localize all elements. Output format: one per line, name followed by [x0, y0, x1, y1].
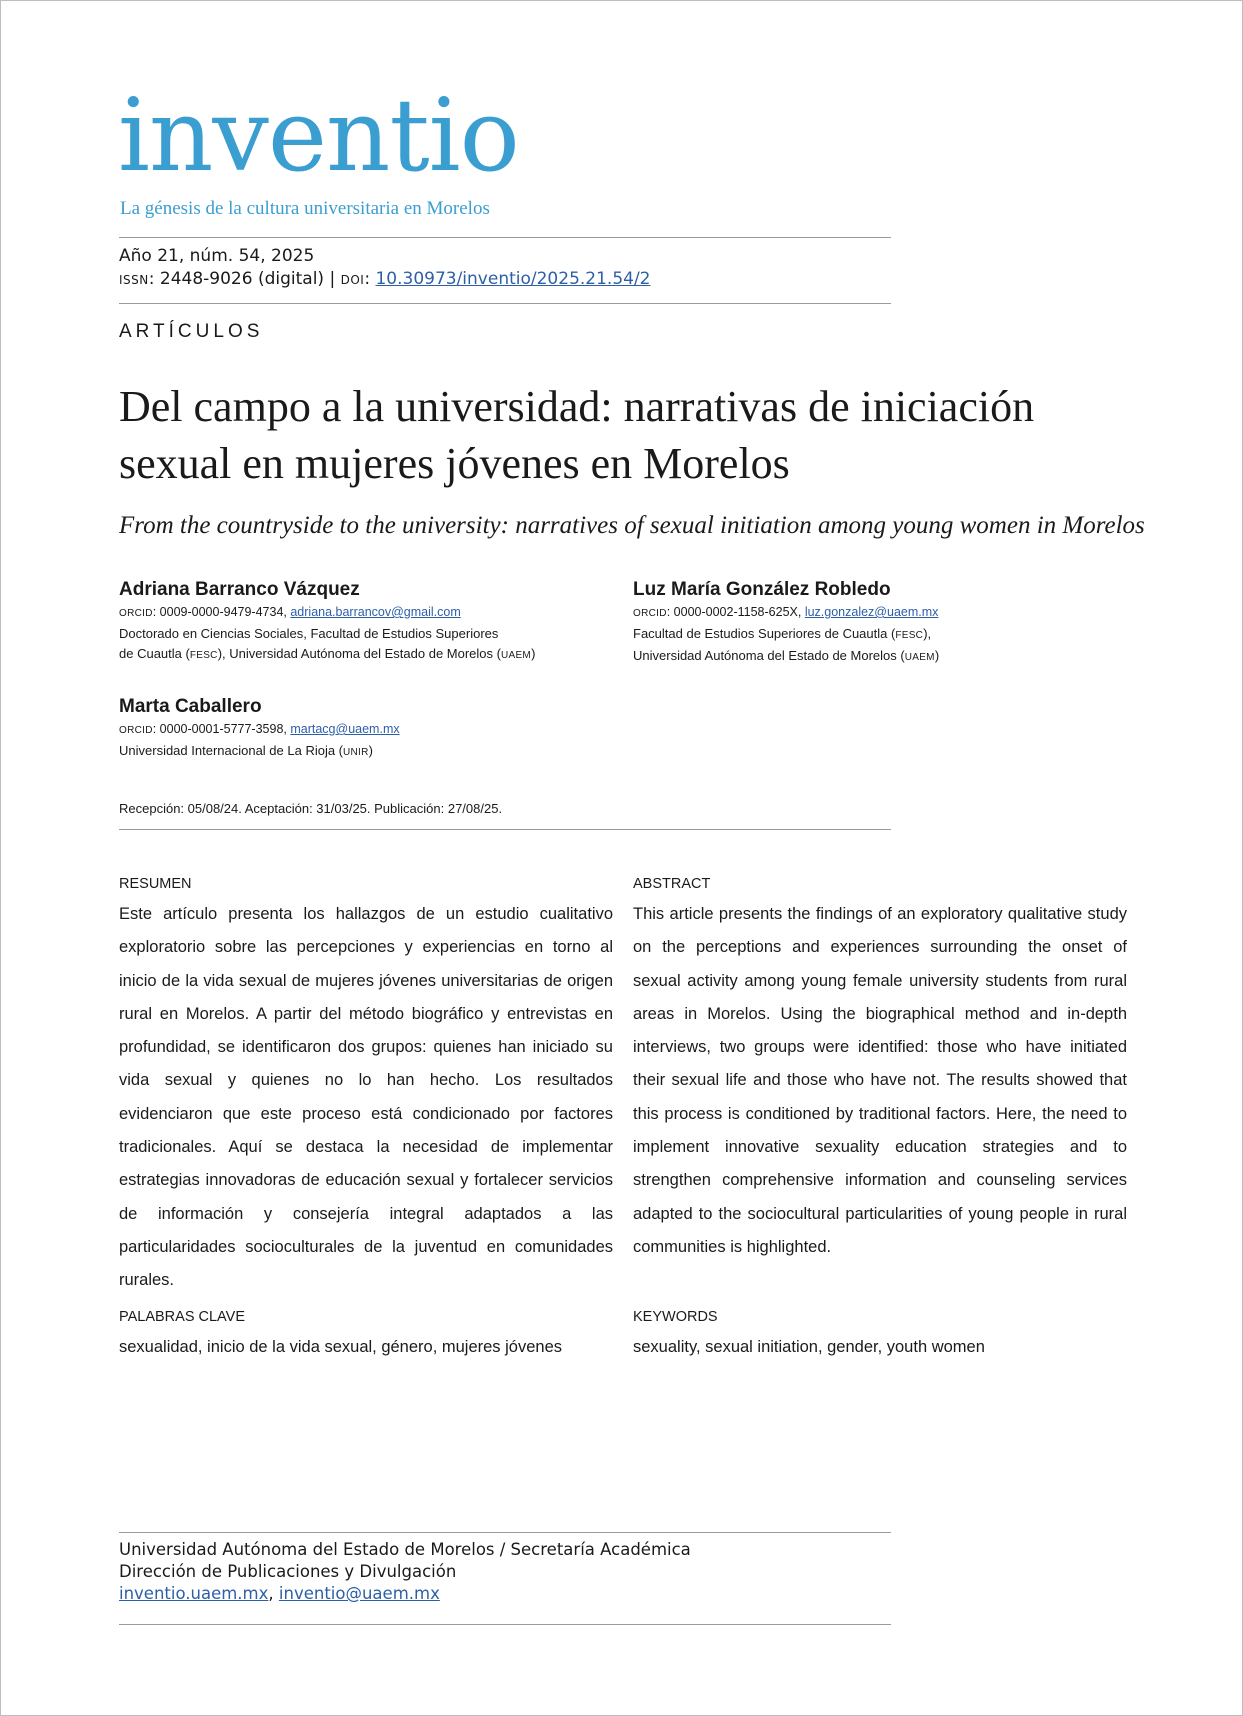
footer-divider-top	[119, 1532, 891, 1533]
journal-tagline: La génesis de la cultura universitaria en Morelos	[120, 198, 490, 219]
doi-label: DOI	[340, 273, 365, 287]
abstract-heading: ABSTRACT	[633, 876, 711, 892]
author-orcid: ORCID: 0000-0002-1158-625X, luz.gonzalez@uaem.mx	[633, 605, 939, 619]
author-affiliation-line-2: de Cuautla (FESC), Universidad Autónoma del Estado de Morelos (UAEM)	[119, 646, 536, 661]
author-email-link[interactable]: adriana.barrancov@gmail.com	[290, 605, 461, 619]
author-name: Adriana Barranco Vázquez	[119, 579, 360, 600]
publication-dates: Recepción: 05/08/24. Aceptación: 31/03/25. Publicación: 27/08/25.	[119, 801, 503, 816]
abstract-body: This article presents the findings of an exploratory qualitative study on the perceptions and experiences surrounding the onset of sexual activity among young female university students from rural areas in Morelos. Using the biographical method and in-depth interviews, two groups were identified: those who have initiated their sexual life and those who have not. The results showed that this process is conditioned by traditional factors. Here, the need to implement innovative sexuality education strategies and to strengthen comprehensive information and counseling services adapted to the sociocultural particularities of young people in rural communities is highlighted.	[633, 905, 1127, 1256]
article-subtitle: From the countryside to the university: narratives of sexual initiation among young women in Morelos	[119, 512, 1145, 539]
author-email-link[interactable]: luz.gonzalez@uaem.mx	[804, 605, 939, 619]
keywords-section	[633, 1307, 1127, 1359]
palabras-clave-section	[119, 1307, 613, 1359]
palabras-clave-heading: PALABRAS CLAVE	[119, 1309, 245, 1325]
article-title	[119, 378, 1079, 492]
author-orcid: ORCID: 0009-0000-9479-4734, adriana.barrancov@gmail.com	[119, 605, 461, 619]
author-block-2	[633, 578, 1133, 668]
issn-label: ISSN	[119, 273, 149, 287]
author-email-link[interactable]: martacg@uaem.mx	[290, 722, 400, 736]
author-affiliation-line-1: Facultad de Estudios Superiores de Cuautla (FESC),	[633, 626, 932, 641]
footer-line-2: Dirección de Publicaciones y Divulgación	[119, 1562, 457, 1581]
issn-value: : 2448-9026 (digital) |	[148, 269, 341, 289]
header-divider-bottom	[119, 303, 891, 304]
article-title-line-2: sexual en mujeres jóvenes en Morelos	[119, 439, 790, 488]
keywords-body: sexuality, sexual initiation, gender, youth women	[633, 1338, 985, 1356]
footer-line-1: Universidad Autónoma del Estado de Morelos / Secretaría Académica	[119, 1540, 691, 1559]
author-affiliation-line-1: Doctorado en Ciencias Sociales, Facultad de Estudios Superiores	[119, 626, 499, 641]
article-title-line-1: Del campo a la universidad: narrativas de iniciación	[119, 382, 1035, 431]
author-name: Luz María González Robledo	[633, 579, 891, 600]
author-affiliation-line-1: Universidad Internacional de La Rioja (UNIR)	[119, 743, 374, 758]
journal-logo: inventio	[118, 77, 519, 194]
author-block-1	[119, 578, 619, 666]
author-affiliation-line-2: Universidad Autónoma del Estado de Morelos (UAEM)	[633, 648, 940, 663]
footer	[119, 1539, 691, 1605]
issue-info: Año 21, núm. 54, 2025	[119, 246, 315, 266]
header-divider-top	[119, 237, 891, 238]
issn-doi-line	[119, 268, 651, 291]
footer-links: inventio.uaem.mx, inventio@uaem.mx	[119, 1584, 440, 1603]
abstract-section	[633, 874, 1127, 1264]
keywords-heading: KEYWORDS	[633, 1309, 718, 1325]
palabras-clave-body: sexualidad, inicio de la vida sexual, género, mujeres jóvenes	[119, 1338, 563, 1356]
resumen-heading: RESUMEN	[119, 876, 192, 892]
author-block-3	[119, 695, 619, 763]
resumen-section	[119, 874, 613, 1298]
section-label: ARTÍCULOS	[119, 321, 264, 342]
doi-sep: :	[364, 269, 376, 289]
author-orcid: ORCID: 0000-0001-5777-3598, martacg@uaem.mx	[119, 722, 400, 736]
dates-divider	[119, 829, 891, 830]
author-name: Marta Caballero	[119, 696, 262, 717]
footer-email-link[interactable]: inventio@uaem.mx	[278, 1584, 440, 1603]
doi-link[interactable]: 10.30973/inventio/2025.21.54/2	[375, 269, 651, 289]
footer-website-link[interactable]: inventio.uaem.mx	[119, 1584, 269, 1603]
footer-divider-bottom	[119, 1624, 891, 1625]
resumen-body: Este artículo presenta los hallazgos de un estudio cualitativo exploratorio sobre las percepciones y experiencias en torno al inicio de la vida sexual de mujeres jóvenes universitarias de origen rural en Morelos. A partir del método biográfico y entrevistas en profundidad, se identificaron dos grupos: quienes han iniciado su vida sexual y quienes no lo han hecho. Los resultados evidenciaron que este proceso está condicionado por factores tradicionales. Aquí se destaca la necesidad de implementar estrategias innovadoras de educación sexual y fortalecer servicios de información y consejería integral adaptados a las particularidades socioculturales de la juventud en comunidades rurales.	[119, 905, 613, 1290]
